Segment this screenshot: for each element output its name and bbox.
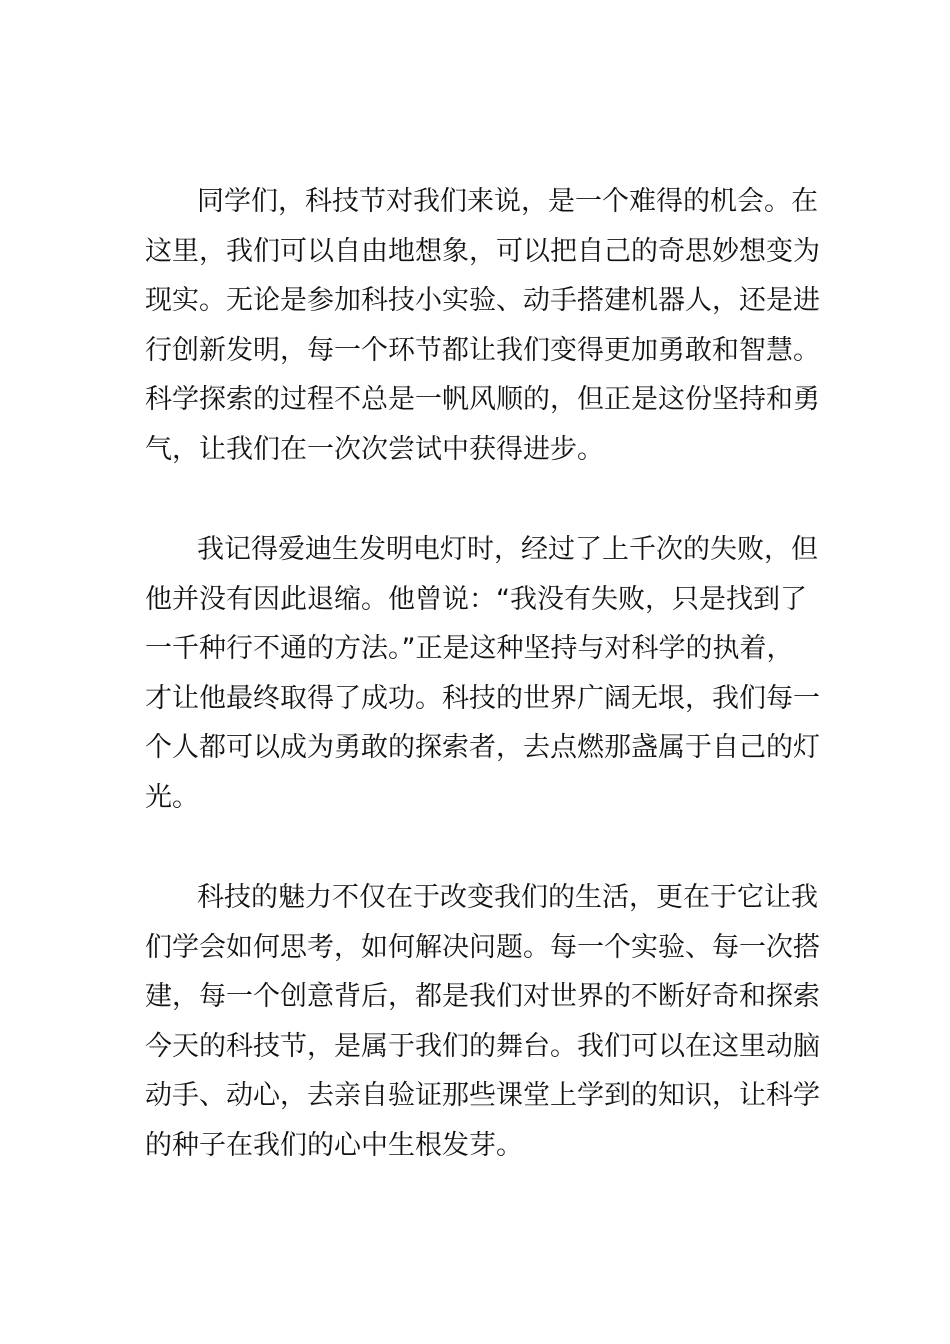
paragraph-line: 科学探索的过程不总是一帆风顺的，但正是这份坚持和勇	[145, 384, 820, 416]
paragraph-line: 光。	[145, 781, 199, 813]
paragraph-line: 现实。无论是参加科技小实验、动手搭建机器人，还是进	[145, 285, 820, 317]
paragraph-line: 科技的魅力不仅在于改变我们的生活，更在于它让我	[197, 882, 818, 913]
paragraph-2	[145, 525, 820, 823]
paragraph-line: 们学会如何思考，如何解决问题。每一个实验、每一次搭	[145, 931, 820, 963]
paragraph-line: 同学们，科技节对我们来说，是一个难得的机会。在	[197, 186, 818, 217]
paragraph-line: 才让他最终取得了成功。科技的世界广阔无垠，我们每一	[145, 682, 820, 714]
paragraph-line: 动手、动心，去亲自验证那些课堂上学到的知识，让科学	[145, 1080, 820, 1112]
paragraph-line: 一千种行不通的方法。”正是这种坚持与对科学的执着，	[145, 633, 794, 665]
paragraph-line: 个人都可以成为勇敢的探索者，去点燃那盏属于自己的灯	[145, 732, 820, 764]
paragraph-3	[145, 873, 820, 1171]
paragraph-line: 他并没有因此退缩。他曾说：“我没有失败，只是找到了	[145, 583, 807, 615]
paragraph-line: 我记得爱迪生发明电灯时，经过了上千次的失败，但	[197, 534, 818, 565]
paragraph-line: 的种子在我们的心中生根发芽。	[145, 1129, 523, 1161]
paragraph-line: 建，每一个创意背后，都是我们对世界的不断好奇和探索	[145, 981, 820, 1013]
paragraph-1	[145, 177, 820, 475]
paragraph-line: 行创新发明，每一个环节都让我们变得更加勇敢和智慧。	[145, 334, 820, 366]
paragraph-line: 今天的科技节，是属于我们的舞台。我们可以在这里动脑	[145, 1030, 820, 1062]
paragraph-line: 这里，我们可以自由地想象，可以把自己的奇思妙想变为	[145, 235, 820, 267]
paragraph-line: 气，让我们在一次次尝试中获得进步。	[145, 433, 604, 465]
